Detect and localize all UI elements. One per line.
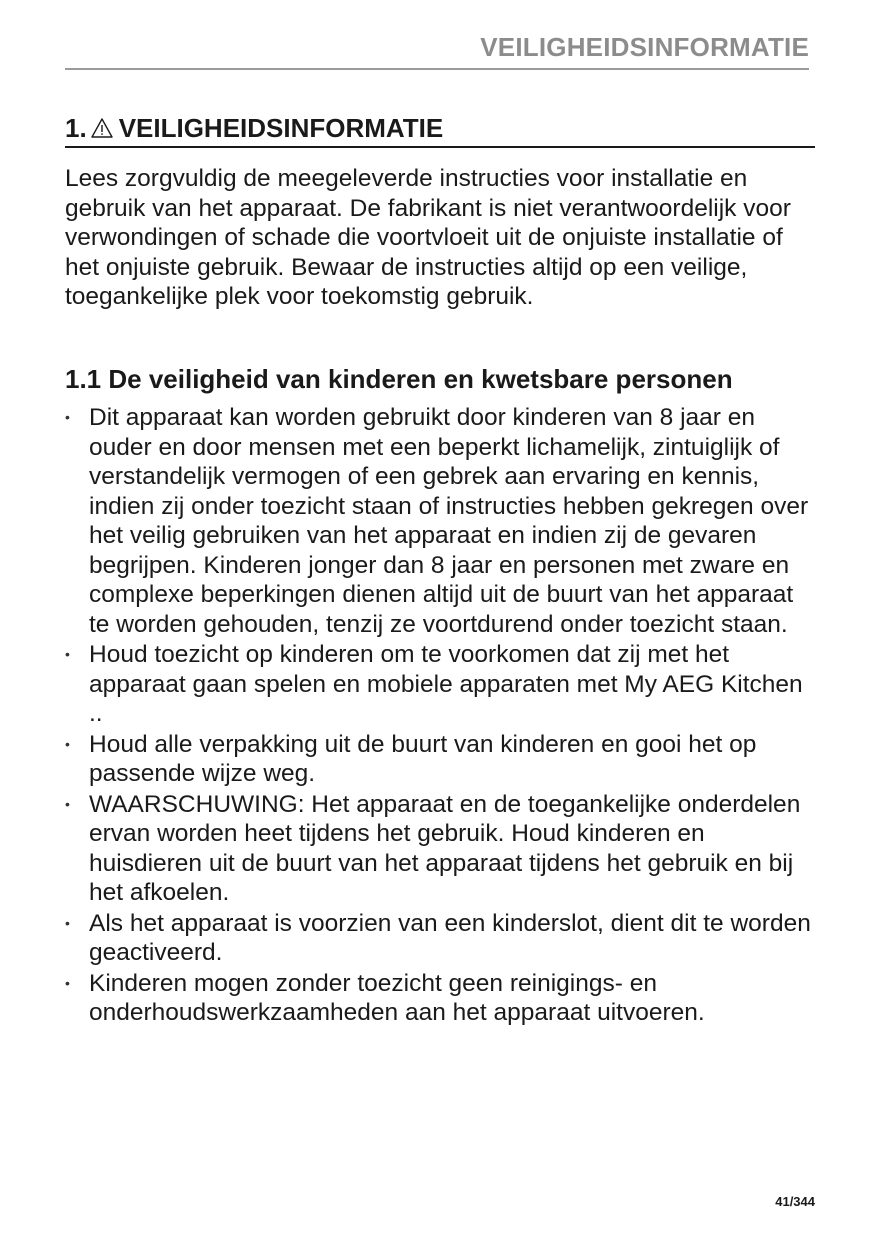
bullet-symbol: •	[65, 795, 70, 812]
list-item-text: Dit apparaat kan worden gebruikt door kinderen van 8 jaar en ouder en door mensen met een beperkt lichamelijk, zintuiglijk of verstandelijk vermogen of een gebrek aan ervaring en kennis, indien zij onder toezicht staan of instructies hebben gekregen over het veilig gebruiken van het apparaat en indien zij de gevaren begrijpen. Kinderen jonger dan 8 jaar en personen met zware en complexe beperkingen dienen altijd uit de buurt van het apparaat te worden gehouden, tenzij ze voortdurend onder toezicht staan.	[89, 404, 809, 638]
list-item	[65, 790, 815, 908]
list-item	[65, 909, 815, 968]
bullet-symbol: •	[65, 735, 70, 752]
bullet-symbol: •	[65, 914, 70, 931]
list-item	[65, 403, 815, 639]
list-item-text: Houd alle verpakking uit de buurt van kinderen en gooi het op passende wijze weg.	[89, 730, 757, 787]
intro-paragraph: Lees zorgvuldig de meegeleverde instructies voor installatie en gebruik van het apparaat. De fabrikant is niet verantwoordelijk voor verwondingen of schade die voortvloeit uit de onjuiste installatie of het onjuiste gebruik. Bewaar de instructies altijd op een veilige, toegankelijke plek voor toekomstig gebruik.	[65, 165, 791, 310]
list-item	[65, 640, 815, 729]
chapter-heading	[65, 110, 815, 148]
list-item-text: WAARSCHUWING: Het apparaat en de toegankelijke onderdelen ervan worden heet tijdens het gebruik. Houd kinderen en huisdieren uit de buurt van het apparaat tijdens het gebruik en bij het afkoelen.	[89, 790, 801, 906]
section-title: 1.1 De veiligheid van kinderen en kwetsbare personen	[65, 364, 733, 394]
running-header	[65, 30, 809, 70]
list-item	[65, 969, 815, 1028]
list-item-text: Kinderen mogen zonder toezicht geen reinigings- en onderhoudswerkzaamheden aan het apparaat uitvoeren.	[89, 969, 705, 1026]
list-item-text: Houd toezicht op kinderen om te voorkomen dat zij met het apparaat gaan spelen en mobiele apparaten met My AEG Kitchen ..	[89, 641, 803, 727]
bullet-symbol: •	[65, 974, 70, 991]
safety-bullet-list	[65, 403, 815, 1029]
bullet-symbol: •	[65, 646, 70, 662]
warning-triangle-icon	[91, 117, 113, 139]
chapter-title-row	[65, 110, 815, 146]
page-number: 41/344	[775, 1194, 815, 1209]
running-header-title: VEILIGHEIDSINFORMATIE	[480, 32, 809, 62]
list-item	[65, 730, 815, 789]
bullet-symbol: •	[65, 409, 70, 425]
chapter-number: 1.	[65, 113, 87, 143]
chapter-title: VEILIGHEIDSINFORMATIE	[118, 113, 444, 143]
list-item-text: Als het apparaat is voorzien van een kinderslot, dient dit te worden geactiveerd.	[89, 909, 811, 966]
